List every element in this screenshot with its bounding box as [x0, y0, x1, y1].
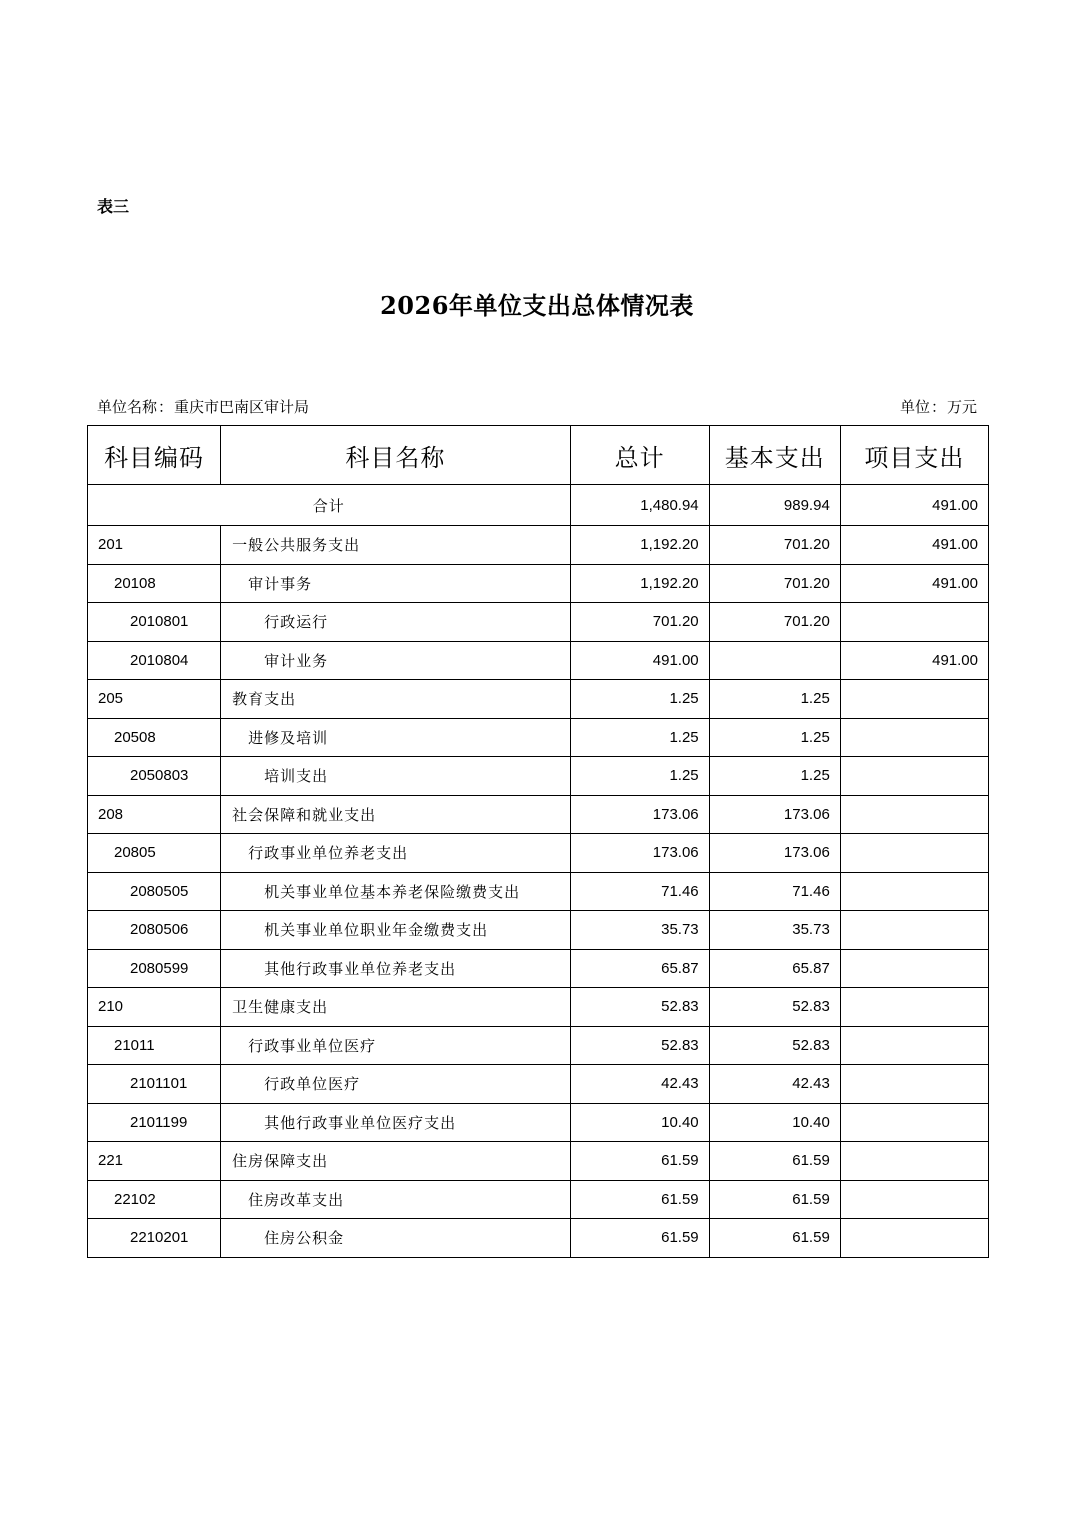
subject-code-cell: 201 [88, 526, 221, 565]
table-row [88, 1103, 989, 1142]
subject-name-cell: 行政事业单位养老支出 [221, 834, 570, 873]
table-number-label: 表三 [97, 197, 130, 216]
basic-expenditure-cell: 52.83 [709, 1026, 840, 1065]
subject-name-cell: 住房改革支出 [221, 1180, 570, 1219]
subject-name-cell: 培训支出 [221, 757, 570, 796]
table-row [88, 872, 989, 911]
subject-code-cell: 221 [88, 1142, 221, 1181]
subject-name-cell: 社会保障和就业支出 [221, 795, 570, 834]
project-expenditure-cell [840, 834, 988, 873]
total-basic: 989.94 [709, 485, 840, 526]
table-row [88, 949, 989, 988]
expenditure-table [87, 425, 989, 1258]
project-expenditure-cell [840, 1103, 988, 1142]
project-expenditure-cell: 491.00 [840, 564, 988, 603]
table-meta-row [97, 396, 977, 418]
subject-code-cell: 2050803 [88, 757, 221, 796]
project-expenditure-cell [840, 1065, 988, 1104]
subject-code-cell: 21011 [88, 1026, 221, 1065]
header-total: 总计 [570, 426, 709, 485]
unit-name-value: 重庆市巴南区审计局 [174, 398, 310, 416]
header-subject-name: 科目名称 [221, 426, 570, 485]
header-subject-code: 科目编码 [88, 426, 221, 485]
total-cell: 1.25 [570, 680, 709, 719]
subject-name-cell: 审计事务 [221, 564, 570, 603]
total-cell: 173.06 [570, 834, 709, 873]
header-basic-expenditure: 基本支出 [709, 426, 840, 485]
project-expenditure-cell [840, 1142, 988, 1181]
table-row [88, 603, 989, 642]
total-cell: 1,192.20 [570, 526, 709, 565]
project-expenditure-cell [840, 949, 988, 988]
basic-expenditure-cell: 71.46 [709, 872, 840, 911]
table-row [88, 718, 989, 757]
table-row [88, 795, 989, 834]
project-expenditure-cell [840, 911, 988, 950]
basic-expenditure-cell: 61.59 [709, 1219, 840, 1258]
basic-expenditure-cell: 701.20 [709, 564, 840, 603]
unit-name-info [97, 396, 309, 417]
basic-expenditure-cell: 173.06 [709, 834, 840, 873]
subject-name-cell: 审计业务 [221, 641, 570, 680]
table-row [88, 988, 989, 1027]
subject-code-cell: 210 [88, 988, 221, 1027]
subject-code-cell: 2101101 [88, 1065, 221, 1104]
table-row [88, 1142, 989, 1181]
basic-expenditure-cell: 35.73 [709, 911, 840, 950]
total-amount: 1,480.94 [570, 485, 709, 526]
total-cell: 65.87 [570, 949, 709, 988]
subject-code-cell: 2010801 [88, 603, 221, 642]
basic-expenditure-cell: 61.59 [709, 1142, 840, 1181]
total-cell: 1.25 [570, 718, 709, 757]
total-cell: 52.83 [570, 1026, 709, 1065]
total-cell: 35.73 [570, 911, 709, 950]
subject-code-cell: 20805 [88, 834, 221, 873]
subject-code-cell: 2080506 [88, 911, 221, 950]
project-expenditure-cell [840, 757, 988, 796]
subject-name-cell: 行政运行 [221, 603, 570, 642]
basic-expenditure-cell: 701.20 [709, 526, 840, 565]
subject-name-cell: 行政单位医疗 [221, 1065, 570, 1104]
currency-unit-colon: ： [930, 398, 946, 416]
project-expenditure-cell [840, 680, 988, 719]
unit-name-colon: ： [158, 398, 174, 416]
subject-code-cell: 20108 [88, 564, 221, 603]
basic-expenditure-cell: 61.59 [709, 1180, 840, 1219]
total-cell: 173.06 [570, 795, 709, 834]
project-expenditure-cell [840, 1219, 988, 1258]
basic-expenditure-cell: 1.25 [709, 718, 840, 757]
unit-name-label: 单位名称 [97, 398, 158, 416]
total-cell: 1,192.20 [570, 564, 709, 603]
basic-expenditure-cell [709, 641, 840, 680]
table-row [88, 911, 989, 950]
subject-code-cell: 2010804 [88, 641, 221, 680]
project-expenditure-cell: 491.00 [840, 641, 988, 680]
subject-name-cell: 教育支出 [221, 680, 570, 719]
total-row [88, 485, 989, 526]
table-row [88, 834, 989, 873]
subject-code-cell: 2210201 [88, 1219, 221, 1258]
subject-name-cell: 其他行政事业单位养老支出 [221, 949, 570, 988]
subject-code-cell: 20508 [88, 718, 221, 757]
subject-name-cell: 机关事业单位职业年金缴费支出 [221, 911, 570, 950]
table-row [88, 641, 989, 680]
table-row [88, 1026, 989, 1065]
total-cell: 71.46 [570, 872, 709, 911]
total-cell: 1.25 [570, 757, 709, 796]
total-cell: 61.59 [570, 1180, 709, 1219]
total-project: 491.00 [840, 485, 988, 526]
table-row [88, 526, 989, 565]
basic-expenditure-cell: 42.43 [709, 1065, 840, 1104]
table-row [88, 1180, 989, 1219]
total-cell: 61.59 [570, 1219, 709, 1258]
table-row [88, 757, 989, 796]
total-cell: 42.43 [570, 1065, 709, 1104]
project-expenditure-cell [840, 603, 988, 642]
project-expenditure-cell [840, 872, 988, 911]
project-expenditure-cell [840, 1026, 988, 1065]
basic-expenditure-cell: 65.87 [709, 949, 840, 988]
subject-name-cell: 进修及培训 [221, 718, 570, 757]
project-expenditure-cell [840, 795, 988, 834]
header-project-expenditure: 项目支出 [840, 426, 988, 485]
subject-name-cell: 卫生健康支出 [221, 988, 570, 1027]
project-expenditure-cell: 491.00 [840, 526, 988, 565]
subject-name-cell: 住房保障支出 [221, 1142, 570, 1181]
subject-name-cell: 机关事业单位基本养老保险缴费支出 [221, 872, 570, 911]
subject-code-cell: 2080505 [88, 872, 221, 911]
subject-name-cell: 一般公共服务支出 [221, 526, 570, 565]
total-label: 合计 [88, 485, 571, 526]
table-row [88, 1219, 989, 1258]
subject-name-cell: 住房公积金 [221, 1219, 570, 1258]
currency-unit-label: 单位 [899, 398, 930, 416]
subject-name-cell: 其他行政事业单位医疗支出 [221, 1103, 570, 1142]
subject-code-cell: 205 [88, 680, 221, 719]
table-row [88, 680, 989, 719]
total-cell: 701.20 [570, 603, 709, 642]
total-cell: 52.83 [570, 988, 709, 1027]
currency-unit-value: 万元 [946, 398, 977, 416]
table-header-row [88, 426, 989, 485]
basic-expenditure-cell: 701.20 [709, 603, 840, 642]
currency-unit-info [900, 396, 977, 417]
basic-expenditure-cell: 52.83 [709, 988, 840, 1027]
subject-name-cell: 行政事业单位医疗 [221, 1026, 570, 1065]
basic-expenditure-cell: 1.25 [709, 757, 840, 796]
subject-code-cell: 208 [88, 795, 221, 834]
project-expenditure-cell [840, 718, 988, 757]
project-expenditure-cell [840, 988, 988, 1027]
table-row [88, 1065, 989, 1104]
total-cell: 10.40 [570, 1103, 709, 1142]
total-cell: 491.00 [570, 641, 709, 680]
subject-code-cell: 22102 [88, 1180, 221, 1219]
subject-code-cell: 2080599 [88, 949, 221, 988]
document-title: 2026年单位支出总体情况表 [380, 291, 694, 320]
basic-expenditure-cell: 173.06 [709, 795, 840, 834]
basic-expenditure-cell: 10.40 [709, 1103, 840, 1142]
basic-expenditure-cell: 1.25 [709, 680, 840, 719]
subject-code-cell: 2101199 [88, 1103, 221, 1142]
table-row [88, 564, 989, 603]
total-cell: 61.59 [570, 1142, 709, 1181]
project-expenditure-cell [840, 1180, 988, 1219]
